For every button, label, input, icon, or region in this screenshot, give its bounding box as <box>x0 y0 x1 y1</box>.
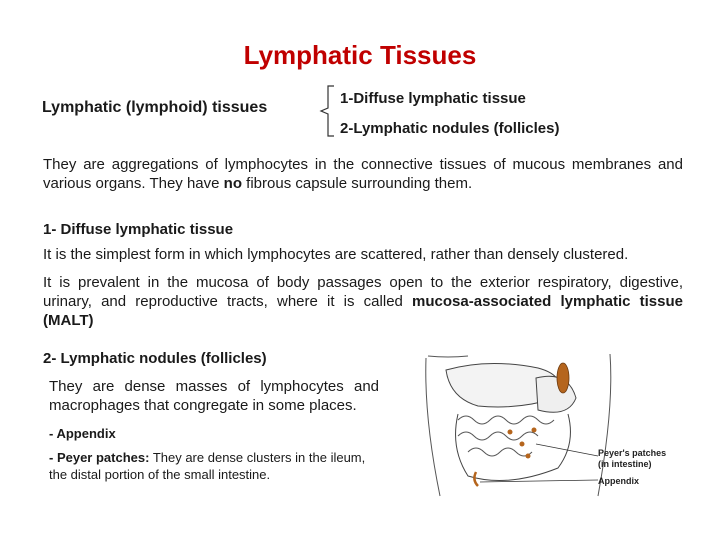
malt-term: mucosa-associated lymphatic tissue (MALT) <box>43 293 683 329</box>
classification-item-diffuse: 1-Diffuse lymphatic tissue <box>340 90 526 107</box>
section2-heading: 2- Lymphatic nodules (follicles) <box>43 350 267 367</box>
intro-emphasis: no <box>223 175 242 192</box>
classification-item-nodules: 2-Lymphatic nodules (follicles) <box>340 120 560 137</box>
peyer-item: - Peyer patches: They are dense clusters in the ileum, the distal portion of the small intestine. <box>49 450 366 482</box>
diagram-label-peyer-sub: (in intestine) <box>598 459 652 469</box>
classification-label: Lymphatic (lymphoid) tissues <box>42 99 268 116</box>
diagram-label-peyer: Peyer's patches <box>598 448 667 458</box>
intro-paragraph: They are aggregations of lymphocytes in the connective tissues of mucous membranes and various organs. They have no fibrous capsule surrounding them. <box>43 156 683 192</box>
bracket-icon <box>318 84 338 138</box>
section1-heading: 1- Diffuse lymphatic tissue <box>43 221 234 238</box>
abdomen-diagram <box>418 348 690 498</box>
section2-paragraph: They are dense masses of lymphocytes and macrophages that congregate in some places. <box>49 378 379 414</box>
spleen-shape <box>557 363 569 393</box>
diagram-label-appendix: Appendix <box>598 476 640 486</box>
appendix-item: - Appendix <box>49 426 116 441</box>
section1-paragraph-2: It is prevalent in the mucosa of body passages open to the exterior respiratory, digestive, urinary, and reproductive tracts, where it is called mucosa-associated lymphatic tissue (MALT) <box>43 274 683 329</box>
page-title: Lymphatic Tissues <box>243 40 477 70</box>
section1-paragraph-1: It is the simplest form in which lymphocytes are scattered, rather than densely clustered. <box>43 246 629 263</box>
